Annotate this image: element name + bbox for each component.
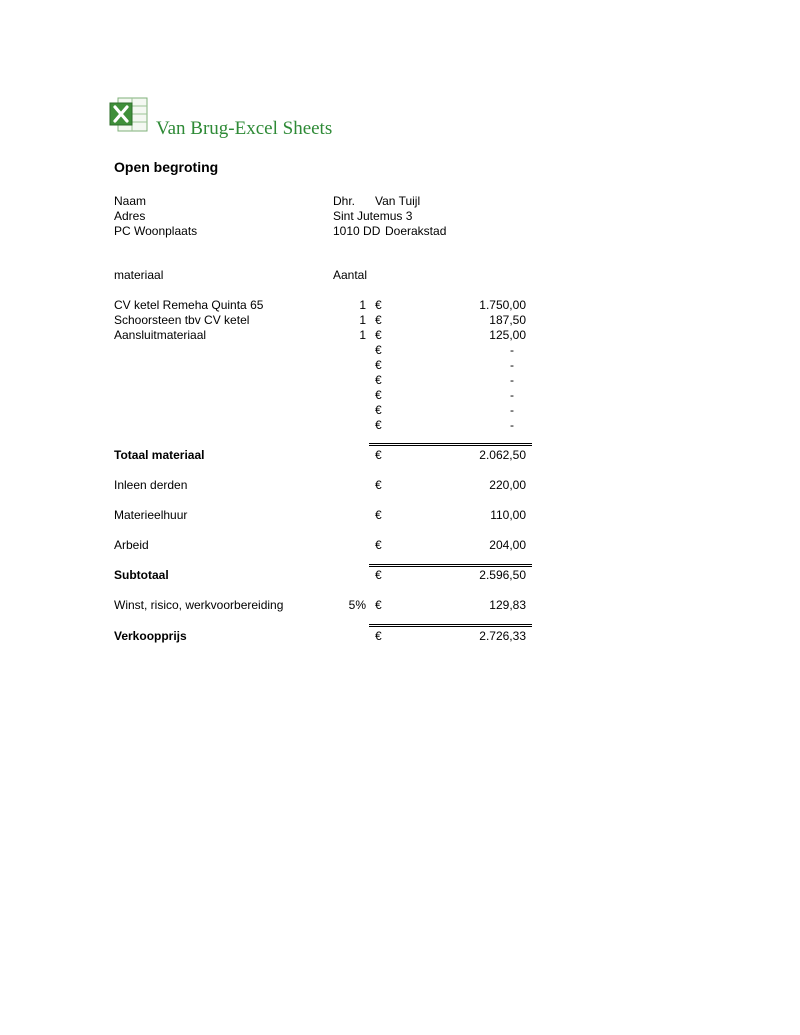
euro-sign: € [375, 538, 382, 552]
euro-sign: € [375, 328, 382, 342]
euro-sign: € [375, 508, 382, 522]
material-item-amount: - [510, 373, 514, 387]
euro-sign: € [375, 478, 382, 492]
euro-sign: € [375, 568, 382, 582]
materieel-label: Materieelhuur [114, 508, 188, 522]
inleen-amount: 220,00 [489, 478, 526, 492]
total-material-label: Totaal materiaal [114, 448, 205, 462]
euro-sign: € [375, 448, 382, 462]
euro-sign: € [375, 418, 382, 432]
final-divider [369, 624, 532, 627]
subtotal-amount: 2.596,50 [479, 568, 526, 582]
subtotal-divider [369, 564, 532, 567]
client-address-label: Adres [114, 209, 146, 223]
logo-text: Van Brug-Excel Sheets [156, 118, 333, 139]
client-name: Van Tuijl [375, 194, 421, 208]
material-item-qty: 1 [359, 328, 366, 342]
material-item-amount: 187,50 [489, 313, 526, 327]
material-item-amount: - [510, 358, 514, 372]
verkoop-amount: 2.726,33 [479, 629, 526, 643]
inleen-label: Inleen derden [114, 478, 188, 492]
client-address: Sint Jutemus 3 [333, 209, 413, 223]
verkoop-label: Verkoopprijs [114, 629, 187, 643]
material-item-amount: 125,00 [489, 328, 526, 342]
material-item-name: Schoorsteen tbv CV ketel [114, 313, 250, 327]
material-item-qty: 1 [359, 313, 366, 327]
client-name-label: Naam [114, 194, 147, 208]
total-material-amount: 2.062,50 [479, 448, 526, 462]
euro-sign: € [375, 373, 382, 387]
client-postcode: 1010 DD [333, 224, 381, 238]
euro-sign: € [375, 629, 382, 643]
winst-percentage: 5% [348, 598, 366, 612]
euro-sign: € [375, 598, 382, 612]
excel-sheet-icon [109, 97, 149, 133]
euro-sign: € [375, 388, 382, 402]
total-divider [369, 443, 532, 446]
materials-header-qty: Aantal [333, 268, 368, 282]
material-item-name: CV ketel Remeha Quinta 65 [114, 298, 264, 312]
page-title: Open begroting [114, 159, 219, 175]
arbeid-label: Arbeid [114, 538, 149, 552]
euro-sign: € [375, 343, 382, 357]
euro-sign: € [375, 403, 382, 417]
company-logo [109, 97, 349, 142]
client-city: Doerakstad [385, 224, 447, 238]
material-item-amount: - [510, 388, 514, 402]
arbeid-amount: 204,00 [489, 538, 526, 552]
euro-sign: € [375, 313, 382, 327]
material-item-amount: - [510, 343, 514, 357]
client-city-label: PC Woonplaats [114, 224, 198, 238]
euro-sign: € [375, 358, 382, 372]
materials-header-label: materiaal [114, 268, 164, 282]
winst-amount: 129,83 [489, 598, 526, 612]
material-item-name: Aansluitmateriaal [114, 328, 207, 342]
euro-sign: € [375, 298, 382, 312]
material-item-amount: 1.750,00 [479, 298, 526, 312]
client-salutation: Dhr. [333, 194, 356, 208]
material-item-amount: - [510, 418, 514, 432]
materieel-amount: 110,00 [490, 508, 526, 522]
subtotal-label: Subtotaal [114, 568, 169, 582]
winst-label: Winst, risico, werkvoorbereiding [114, 598, 284, 612]
material-item-amount: - [510, 403, 514, 417]
material-item-qty: 1 [359, 298, 366, 312]
